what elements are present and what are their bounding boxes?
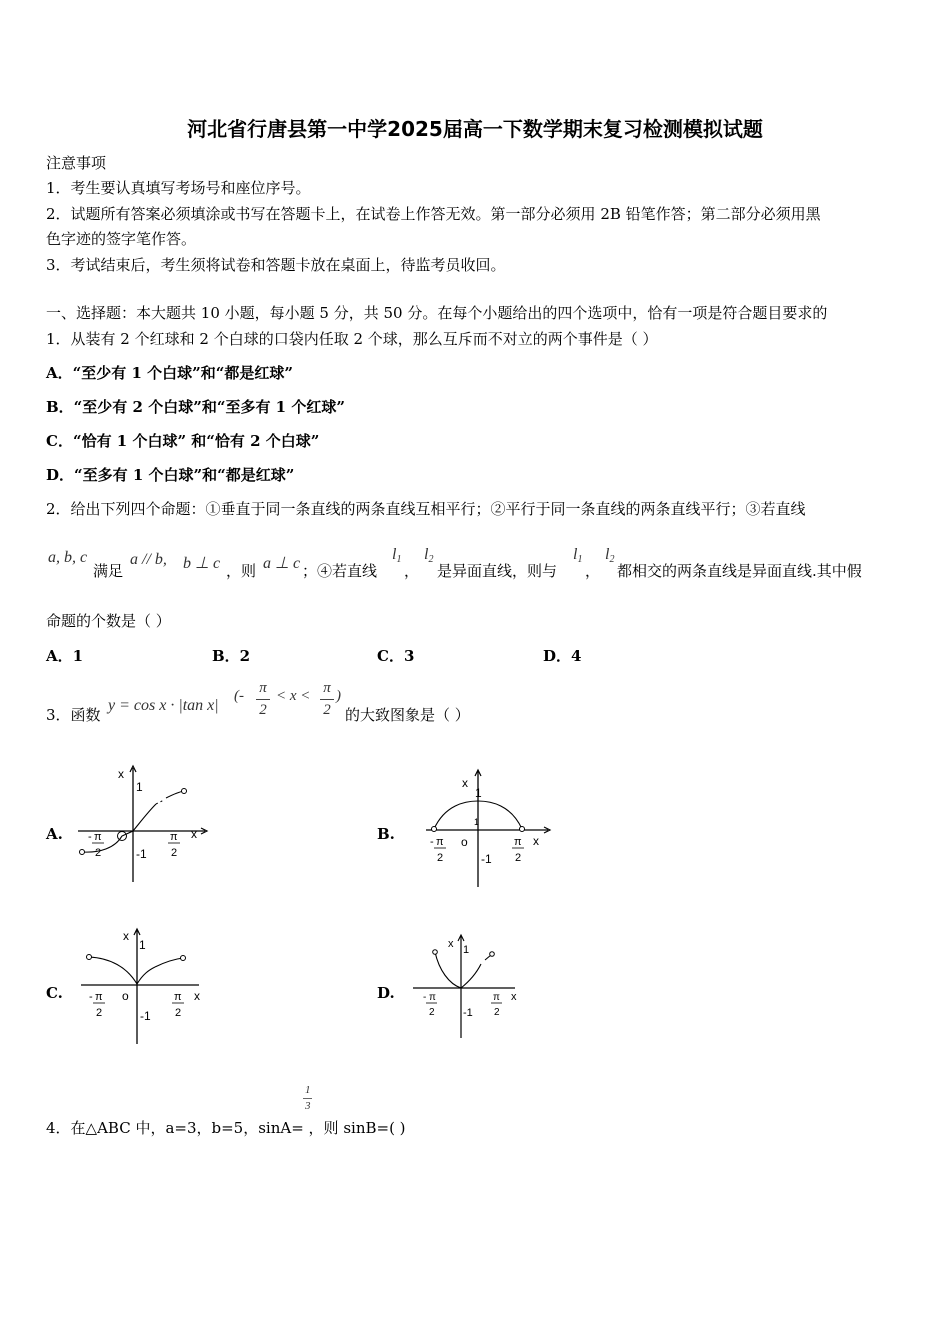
- graph-b-open-right: [520, 827, 525, 832]
- q4-frac-num: 1: [305, 1084, 311, 1096]
- graph-c-two-left: 2: [96, 1007, 103, 1019]
- q1-stem: 1．从装有 2 个红球和 2 个白球的口袋内任取 2 个球，那么互斥而不对立的两个事件是（ ）: [46, 330, 658, 348]
- q3-label-a: A.: [46, 825, 63, 843]
- q2-cond1: a // b,: [130, 551, 167, 568]
- graph-d-open-right: [490, 952, 495, 957]
- graph-c-x-label-axis: x: [194, 989, 200, 1003]
- q2-l1-sub: 1: [396, 554, 402, 565]
- q2-l2: [424, 546, 433, 565]
- graph-a-dash: [156, 800, 164, 804]
- graph-d-curve: [435, 952, 481, 988]
- notice-item-2b: 色字迹的签字笔作答。: [46, 230, 197, 248]
- q4-stem: 4．在△ABC 中，a=3，b=5，sinA= ，则 sinB=( ): [46, 1119, 406, 1137]
- graph-a: [70, 760, 210, 890]
- graph-c-origin: o: [122, 989, 129, 1003]
- q2-comma-2: ，: [585, 562, 601, 580]
- graph-c-two-right: 2: [175, 1007, 182, 1019]
- graph-b-neg: -: [430, 836, 434, 848]
- q2-then: ，则: [226, 562, 257, 580]
- graph-b-pi-right: π: [514, 836, 522, 848]
- graph-c-neg: -: [89, 991, 93, 1003]
- q2-option-c: C．3: [377, 647, 415, 665]
- q2-l2b: [605, 546, 614, 565]
- graph-a-two-left: 2: [95, 847, 102, 859]
- q4-frac-den: 3: [305, 1100, 311, 1112]
- graph-b-one: 1: [475, 786, 482, 800]
- q2-l2-letter: l: [424, 546, 429, 563]
- q3-suffix: 的大致图象是（ ）: [345, 706, 470, 724]
- graph-d-open-left: [433, 950, 438, 955]
- q2-l1b-sub: 1: [577, 554, 583, 565]
- graph-d-neg-one: -1: [463, 1007, 473, 1019]
- graph-d-two-left: 2: [429, 1007, 435, 1018]
- graph-c-curve-left: [89, 957, 137, 984]
- graph-d-pi-right: π: [493, 992, 500, 1003]
- q2-satisfy: 满足: [93, 562, 124, 580]
- section-heading: 一、选择题：本大题共 10 小题，每小题 5 分，共 50 分。在每个小题给出的四个选项中，恰有一项是符合题目要求的: [46, 304, 828, 322]
- graph-a-open-right: [182, 789, 187, 794]
- notice-item-2a: 2．试题所有答案必须填涂或书写在答题卡上，在试卷上作答无效。第一部分必须用 2B 铅笔作答；第二部分必须用黑: [46, 205, 821, 223]
- q4-frac-bar: [303, 1098, 312, 1099]
- q2-l2b-sub: 2: [609, 554, 615, 565]
- graph-c-curve-right: [137, 967, 155, 984]
- q3-domain-left: (-: [234, 688, 244, 704]
- graph-a-neg-one: -1: [136, 847, 147, 861]
- graph-a-neg: -: [88, 831, 92, 843]
- q2-l2b-letter: l: [605, 546, 610, 563]
- graph-a-one: 1: [136, 780, 143, 794]
- q1-option-d: D．“至多有 1 个白球”和“都是红球”: [46, 466, 295, 484]
- q2-prop4a: ；④若直线: [302, 562, 378, 580]
- notice-heading: 注意事项: [46, 154, 107, 172]
- graph-c-curve-tail: [155, 958, 183, 967]
- graph-d-pi-left: π: [429, 992, 436, 1003]
- q3-frac2-num: π: [323, 680, 331, 696]
- q3-lt: < x <: [276, 688, 311, 704]
- graph-c-one: 1: [139, 938, 146, 952]
- graph-c-x-label: x: [123, 929, 129, 943]
- graph-b-neg-one: -1: [481, 852, 492, 866]
- graph-c-neg-one: -1: [140, 1009, 151, 1023]
- graph-b-pi-left: π: [436, 836, 444, 848]
- q1-option-a: A．“至少有 1 个白球”和“都是红球”: [46, 364, 294, 382]
- graph-b-origin: o: [461, 835, 468, 849]
- graph-a-x-label: x: [118, 767, 124, 781]
- graph-d: [405, 930, 535, 1045]
- q2-option-d: D．4: [543, 647, 582, 665]
- graph-a-x-label-axis: x: [191, 827, 197, 841]
- graph-b-open-left: [432, 827, 437, 832]
- q2-l1-letter: l: [392, 546, 397, 563]
- graph-a-pi-right: π: [170, 831, 178, 843]
- q3-function: y = cos x · |tan x|: [108, 697, 219, 714]
- graph-b-x-label-axis: x: [533, 834, 539, 848]
- q3-prefix: 3．函数: [46, 706, 101, 724]
- q2-skew: 是异面直线，则与: [437, 562, 558, 580]
- notice-item-1: 1．考生要认真填写考场号和座位序号。: [46, 179, 311, 197]
- graph-a-open-left: [80, 850, 85, 855]
- graph-d-x-label-axis: x: [511, 991, 517, 1003]
- graph-b-two-right: 2: [515, 852, 522, 864]
- q2-conclusion: a ⊥ c: [263, 555, 301, 572]
- q2-line3: 命题的个数是（ ）: [46, 612, 171, 630]
- q2-option-b: B．2: [212, 647, 251, 665]
- graph-c-pi-right: π: [174, 991, 182, 1003]
- graph-d-x-label: x: [448, 938, 454, 950]
- q2-abc: a, b, c: [48, 549, 88, 566]
- q2-line1: 2．给出下列四个命题：①垂直于同一条直线的两条直线互相平行；②平行于同一条直线的两条直线平行；③若直线: [46, 500, 806, 518]
- graph-d-two-right: 2: [494, 1007, 500, 1018]
- graph-a-two-right: 2: [171, 847, 178, 859]
- graph-d-one: 1: [463, 944, 470, 956]
- graph-b-one-small: 1: [474, 817, 480, 827]
- q3-frac1-bar: [256, 699, 270, 700]
- q3-frac1-den: 2: [259, 702, 267, 718]
- q3-label-b: B.: [377, 825, 395, 843]
- graph-d-neg: -: [423, 992, 427, 1003]
- q3-label-c: C.: [46, 984, 63, 1002]
- graph-c-open-left: [87, 955, 92, 960]
- q2-l1b-letter: l: [573, 546, 578, 563]
- q2-l1: [392, 546, 401, 565]
- graph-c-pi-left: π: [95, 991, 103, 1003]
- graph-b-x-label: x: [462, 776, 468, 790]
- notice-item-3: 3．考试结束后，考生须将试卷和答题卡放在桌面上，待监考员收回。: [46, 256, 506, 274]
- q3-domain-right: ): [336, 688, 341, 704]
- q2-cond2: b ⊥ c: [183, 555, 221, 572]
- q3-label-d: D.: [377, 984, 395, 1002]
- q3-frac2-den: 2: [323, 702, 331, 718]
- graph-c: [75, 922, 215, 1052]
- q2-l2-sub: 2: [428, 554, 434, 565]
- q1-option-c: C．“恰有 1 个白球” 和“恰有 2 个白球”: [46, 432, 320, 450]
- q2-prop4b: 都相交的两条直线是异面直线.其中假: [617, 562, 862, 580]
- q3-frac1-num: π: [259, 680, 267, 696]
- q1-option-b: B．“至少有 2 个白球”和“至多有 1 个红球”: [46, 398, 345, 416]
- page-title: 河北省行唐县第一中学2025届高一下数学期末复习检测模拟试题: [187, 117, 763, 141]
- q2-comma-1: ，: [404, 562, 420, 580]
- q3-frac2-bar: [320, 699, 334, 700]
- graph-a-pi-left: π: [94, 831, 102, 843]
- q2-option-a: A．1: [46, 647, 84, 665]
- graph-b: [420, 765, 560, 895]
- q2-l1b: [573, 546, 582, 565]
- graph-c-open-right: [181, 956, 186, 961]
- graph-b-two-left: 2: [437, 852, 444, 864]
- graph-a-curve: [82, 804, 156, 852]
